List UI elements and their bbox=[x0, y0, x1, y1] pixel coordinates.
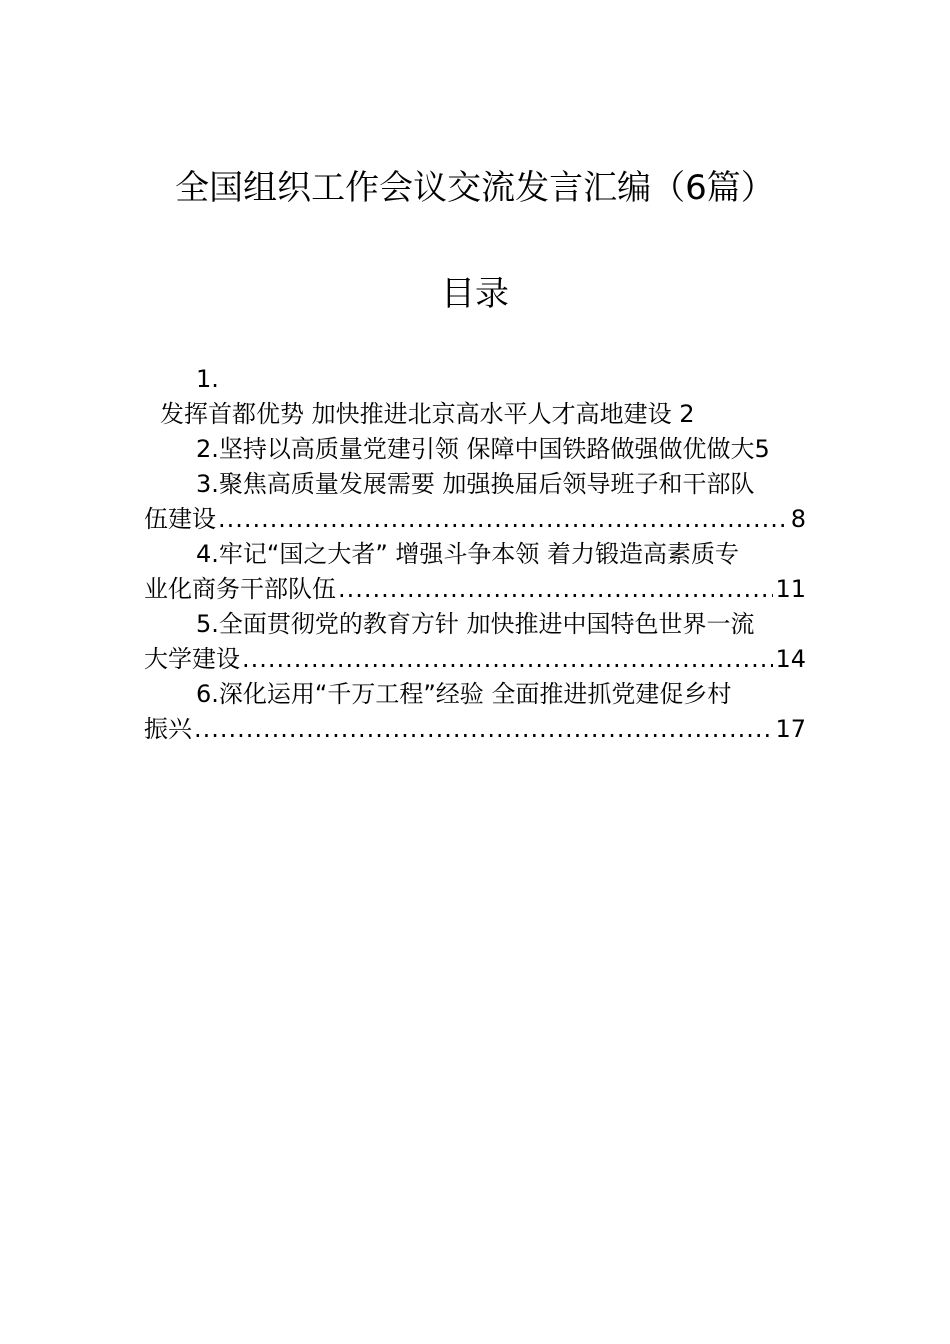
toc-item-5-line-1[interactable] bbox=[144, 607, 806, 642]
toc-dot-leader bbox=[242, 642, 773, 677]
toc-item-title: 深化运用“千万工程”经验 全面推进抓党建促乡村 bbox=[218, 680, 732, 708]
toc-item-title: 牢记“国之大者” 增强斗争本领 着力锻造高素质专 bbox=[218, 540, 740, 568]
toc-item-6-line-1[interactable] bbox=[144, 677, 806, 712]
toc-dot-leader bbox=[218, 502, 789, 537]
toc-item-title: 坚持以高质量党建引领 保障中国铁路做强做优做大 bbox=[218, 435, 755, 463]
toc-item-page: 2 bbox=[679, 400, 695, 428]
toc-item-title-continued: 振兴 bbox=[144, 715, 192, 743]
toc-item-title-continued: 伍建设 bbox=[144, 505, 216, 533]
toc-item-page: 11 bbox=[775, 575, 806, 603]
toc-item-page: 5 bbox=[754, 435, 770, 463]
toc-heading: 目录 bbox=[441, 274, 509, 314]
document-title: 全国组织工作会议交流发言汇编（6篇） bbox=[175, 168, 775, 208]
toc-item-page: 14 bbox=[775, 645, 806, 673]
toc-item-page: 17 bbox=[775, 715, 806, 743]
toc-item-number: 4. bbox=[196, 540, 219, 568]
toc-item-6-line-2[interactable] bbox=[144, 712, 806, 747]
toc-item-number: 6. bbox=[196, 680, 219, 708]
toc-item-title: 聚焦高质量发展需要 加强换届后领导班子和干部队 bbox=[218, 470, 755, 498]
toc-dot-leader bbox=[194, 712, 773, 747]
toc-item-1-title-line[interactable] bbox=[144, 397, 806, 432]
toc-item-3-line-2[interactable] bbox=[144, 502, 806, 537]
table-of-contents bbox=[144, 362, 806, 747]
toc-item-number: 2. bbox=[196, 435, 219, 463]
toc-dot-leader bbox=[338, 572, 773, 607]
toc-item-3-line-1[interactable] bbox=[144, 467, 806, 502]
toc-item-4-line-2[interactable] bbox=[144, 572, 806, 607]
toc-item-number: 1. bbox=[196, 365, 219, 393]
toc-item-title: 发挥首都优势 加快推进北京高水平人才高地建设 bbox=[160, 400, 672, 428]
toc-item-5-line-2[interactable] bbox=[144, 642, 806, 677]
toc-item-title-continued: 业化商务干部队伍 bbox=[144, 575, 336, 603]
toc-item-1-number-line[interactable] bbox=[144, 362, 806, 397]
toc-item-spacer bbox=[672, 397, 680, 432]
toc-item-title: 全面贯彻党的教育方针 加快推进中国特色世界一流 bbox=[218, 610, 755, 638]
toc-item-4-line-1[interactable] bbox=[144, 537, 806, 572]
toc-item-2-line[interactable] bbox=[144, 432, 806, 467]
toc-item-number: 5. bbox=[196, 610, 219, 638]
toc-item-number: 3. bbox=[196, 470, 219, 498]
toc-item-title-continued: 大学建设 bbox=[144, 645, 240, 673]
toc-item-page: 8 bbox=[790, 505, 806, 533]
